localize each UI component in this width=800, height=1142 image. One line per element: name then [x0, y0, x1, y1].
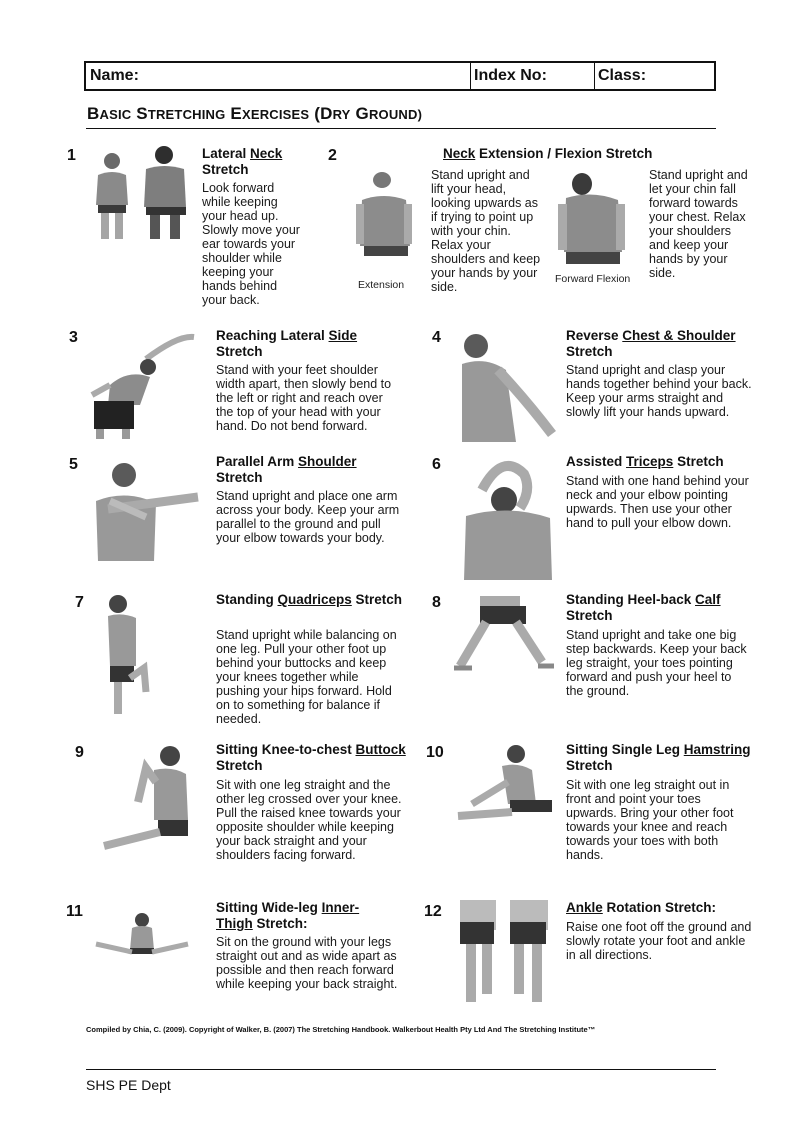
name-field[interactable] — [86, 63, 470, 89]
quadriceps-stretch-photo — [104, 592, 150, 716]
exercise-number: 8 — [432, 594, 441, 611]
exercise-description: Stand upright and take one big step backwards. Keep your back leg straight, your toes pointing forward and push your heel to the ground. — [566, 628, 747, 698]
exercise-title: Reverse Chest & Shoulder Stretch — [566, 328, 736, 359]
buttock-stretch-photo — [98, 742, 196, 856]
exercise-description: Stand upright while balancing on one leg. Pull your other foot up behind your buttocks and keep your knees together while pushing your hips forward. Hold on to something for balance if needed. — [216, 628, 397, 726]
exercise-description: Sit on the ground with your legs straight out and as wide apart as possible and then reach forward while keeping your back straight. — [216, 935, 398, 991]
exercise-description: Stand upright and clasp your hands together behind your back. Keep your arms straight and slowly lift your hands upward. — [566, 363, 752, 419]
exercise-description: Stand upright and lift your head, looking upwards as if trying to point up with your chin. Relax your shoulders and keep your hands by your side. — [431, 168, 541, 294]
ankle-rotation-photo — [456, 898, 554, 1006]
index-label: Index No: — [474, 67, 547, 84]
chest-shoulder-stretch-photo — [456, 330, 556, 442]
exercise-number: 11 — [66, 903, 83, 920]
page-title: BASIC STRETCHING EXERCISES (DRY GROUND) — [87, 104, 423, 123]
exercise-description: Stand upright and let your chin fall forward towards your chest. Relax your shoulders and keep your hands by your side. — [649, 168, 748, 280]
exercise-description: Raise one foot off the ground and slowly rotate your foot and ankle in all directions. — [566, 920, 752, 962]
photo-caption: Forward Flexion — [555, 273, 631, 285]
exercise-title: Ankle Rotation Stretch: — [566, 900, 717, 915]
student-info-table — [84, 61, 716, 91]
exercise-number: 4 — [432, 329, 441, 346]
exercise-title: Assisted Triceps Stretch — [566, 454, 724, 469]
exercise-number: 7 — [75, 594, 84, 611]
exercise-title: Reaching Lateral Side Stretch — [216, 328, 358, 359]
lateral-neck-stretch-photo — [88, 143, 192, 241]
exercise-number: 3 — [69, 329, 78, 346]
exercise-title: Standing Heel-back Calf Stretch — [566, 592, 721, 623]
exercise-number: 9 — [75, 744, 84, 761]
title-underline — [86, 128, 716, 129]
exercise-number: 12 — [424, 903, 442, 920]
exercise-description: Sit with one leg straight out in front and point your toes upwards. Bring your other foot towards your knee and reach towards your toes with both hands. — [566, 778, 734, 862]
class-label: Class: — [598, 67, 647, 84]
neck-extension-photo — [352, 166, 418, 278]
exercise-title: Sitting Wide-leg Inner-Thigh Stretch: — [216, 900, 360, 931]
copyright-note: Compiled by Chia, C. (2009). Copyright of Walker, B. (2007) The Stretching Handbook. Walkerbout Health Pty Ltd And The Stretching Institute™ — [86, 1025, 596, 1034]
inner-thigh-stretch-photo — [92, 910, 192, 960]
exercise-title: Sitting Knee-to-chest Buttock Stretch — [216, 742, 406, 773]
exercise-number: 1 — [67, 147, 76, 164]
class-field[interactable] — [594, 63, 714, 89]
triceps-stretch-photo — [462, 456, 554, 580]
exercise-description: Stand with your feet shoulder width apart, then slowly bend to the left or right and reach over the top of your head with your hand. Do not bend forward. — [216, 363, 392, 433]
exercise-title: Standing Quadriceps Stretch — [216, 592, 403, 607]
exercise-description: Sit with one leg straight and the other leg crossed over your knee. Pull the raised knee towards your opposite shoulder while keeping your back straight and your shoulders facing forward. — [216, 778, 402, 862]
exercise-number: 2 — [328, 147, 337, 164]
calf-stretch-photo — [450, 592, 558, 678]
exercise-title: Sitting Single Leg Hamstring Stretch — [566, 742, 751, 773]
exercise-title: Lateral Neck Stretch — [202, 146, 283, 177]
photo-caption: Extension — [358, 279, 405, 291]
exercise-number: 6 — [432, 456, 441, 473]
hamstring-stretch-photo — [452, 742, 558, 824]
exercise-number: 5 — [69, 456, 78, 473]
index-field[interactable] — [470, 63, 594, 89]
shoulder-stretch-photo — [90, 457, 200, 561]
exercise-number: 10 — [426, 744, 444, 761]
neck-flexion-photo — [556, 168, 628, 272]
exercise-title: Parallel Arm Shoulder Stretch — [216, 454, 357, 485]
exercise-description: Stand upright and place one arm across your body. Keep your arm parallel to the ground and pull your elbow towards your body. — [216, 489, 400, 545]
department-label: SHS PE Dept — [86, 1077, 171, 1093]
exercise-description: Stand with one hand behind your neck and your elbow pointing upwards. Then use your other hand to pull your elbow down. — [566, 474, 749, 530]
side-stretch-photo — [88, 333, 198, 441]
name-label: Name: — [90, 67, 139, 84]
exercise-title: Neck Extension / Flexion Stretch — [443, 146, 653, 161]
exercise-description: Look forward while keeping your head up. Slowly move your ear towards your shoulder while keeping your hands behind your back. — [202, 181, 300, 307]
footer-rule — [86, 1069, 716, 1070]
